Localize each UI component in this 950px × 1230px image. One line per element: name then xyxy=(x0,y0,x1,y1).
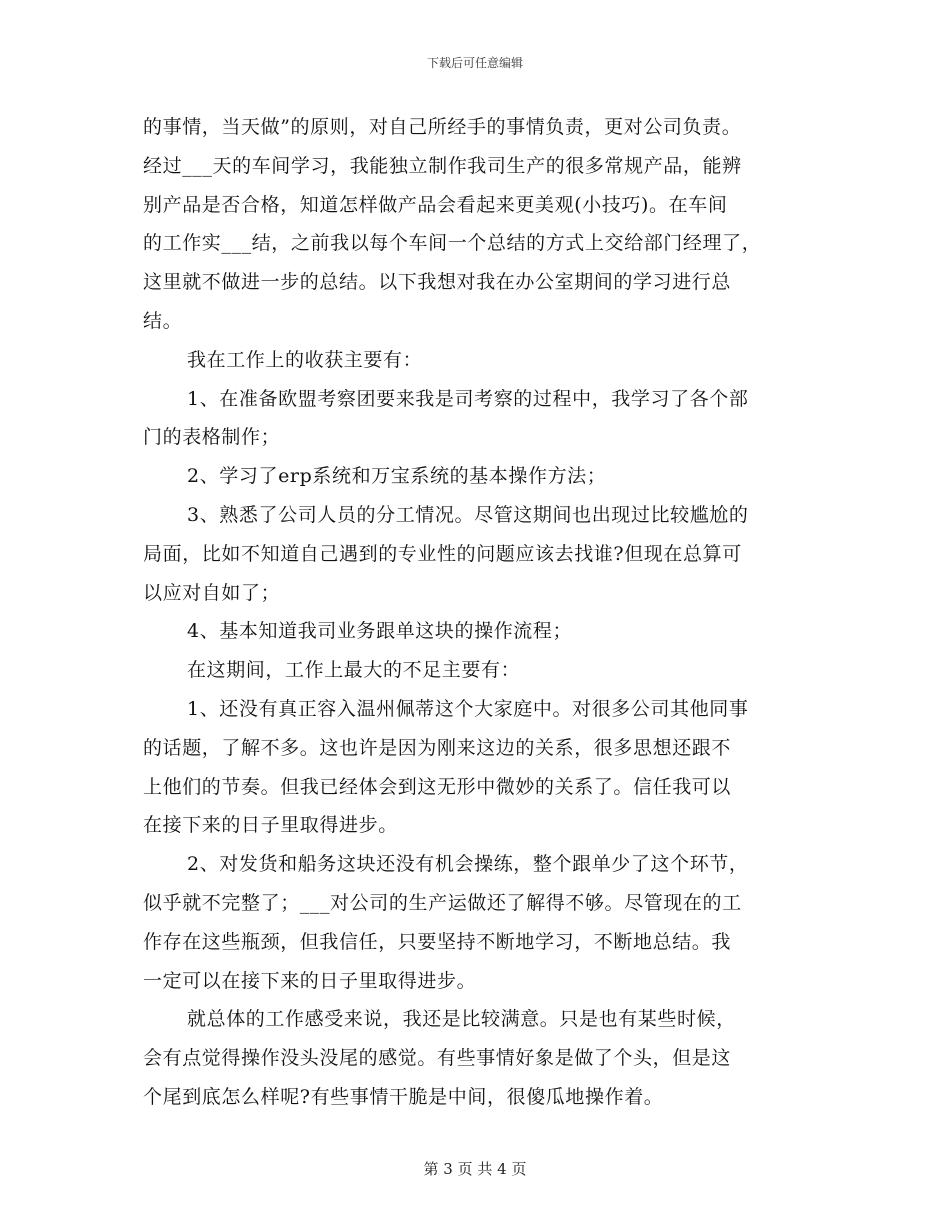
text-line: 我在工作上的收获主要有： xyxy=(187,348,423,371)
text-line: 的工作实___结，之前我以每个车间一个总结的方式上交给部门经理了， xyxy=(143,232,762,255)
text-line: 以应对自如了； xyxy=(143,581,281,604)
text-line: 1、在准备欧盟考察团要来我是司考察的过程中，我学习了各个部 xyxy=(187,387,749,410)
text-line: 局面，比如不知道自己遇到的专业性的问题应该去找谁?但现在总算可 xyxy=(143,542,742,565)
text-line: 结。 xyxy=(143,309,183,332)
text-line: 4、基本知道我司业务跟单这块的操作流程； xyxy=(187,620,573,643)
text-line: 作存在这些瓶颈，但我信任，只要坚持不断地学习，不断地总结。我 xyxy=(143,930,732,953)
text-line: 门的表格制作； xyxy=(143,426,281,449)
text-line: 别产品是否合格，知道怎样做产品会看起来更美观(小技巧)。在车间 xyxy=(143,193,728,216)
page-footer: 第 3 页 共 4 页 xyxy=(423,1160,527,1178)
text-line: 个尾到底怎么样呢?有些事情干脆是中间，很傻瓜地操作着。 xyxy=(143,1085,664,1108)
text-line: 会有点觉得操作没头没尾的感觉。有些事情好象是做了个头，但是这 xyxy=(143,1047,732,1070)
text-line: 2、对发货和船务这块还没有机会操练，整个跟单少了这个环节， xyxy=(187,853,749,876)
text-line: 在接下来的日子里取得进步。 xyxy=(143,814,398,837)
text-line: 的事情，当天做”的原则，对自己所经手的事情负责，更对公司负责。 xyxy=(143,116,742,138)
text-line: 2、学习了erp系统和万宝系统的基本操作方法； xyxy=(187,465,607,488)
text-line: 这里就不做进一步的总结。以下我想对我在办公室期间的学习进行总 xyxy=(143,271,732,294)
text-line: 1、还没有真正容入温州佩蒂这个大家庭中。对很多公司其他同事 xyxy=(187,697,749,720)
text-line: 经过___天的车间学习，我能独立制作我司生产的很多常规产品，能辨 xyxy=(143,154,742,177)
text-line: 3、熟悉了公司人员的分工情况。尽管这期间也出现过比较尴尬的 xyxy=(187,503,749,526)
text-line: 就总体的工作感受来说，我还是比较满意。只是也有某些时候， xyxy=(187,1008,736,1031)
text-line: 上他们的节奏。但我已经体会到这无形中微妙的关系了。信任我可以 xyxy=(143,775,732,798)
text-line: 的话题，了解不多。这也许是因为刚来这边的关系，很多思想还跟不 xyxy=(143,736,732,759)
page-header: 下载后可任意编辑 xyxy=(426,56,523,70)
document-body xyxy=(143,108,823,1117)
text-line: 在这期间，工作上最大的不足主要有： xyxy=(187,659,521,682)
text-line: 一定可以在接下来的日子里取得进步。 xyxy=(143,969,477,992)
text-line: 似乎就不完整了；___对公司的生产运做还了解得不够。尽管现在的工 xyxy=(143,891,742,914)
